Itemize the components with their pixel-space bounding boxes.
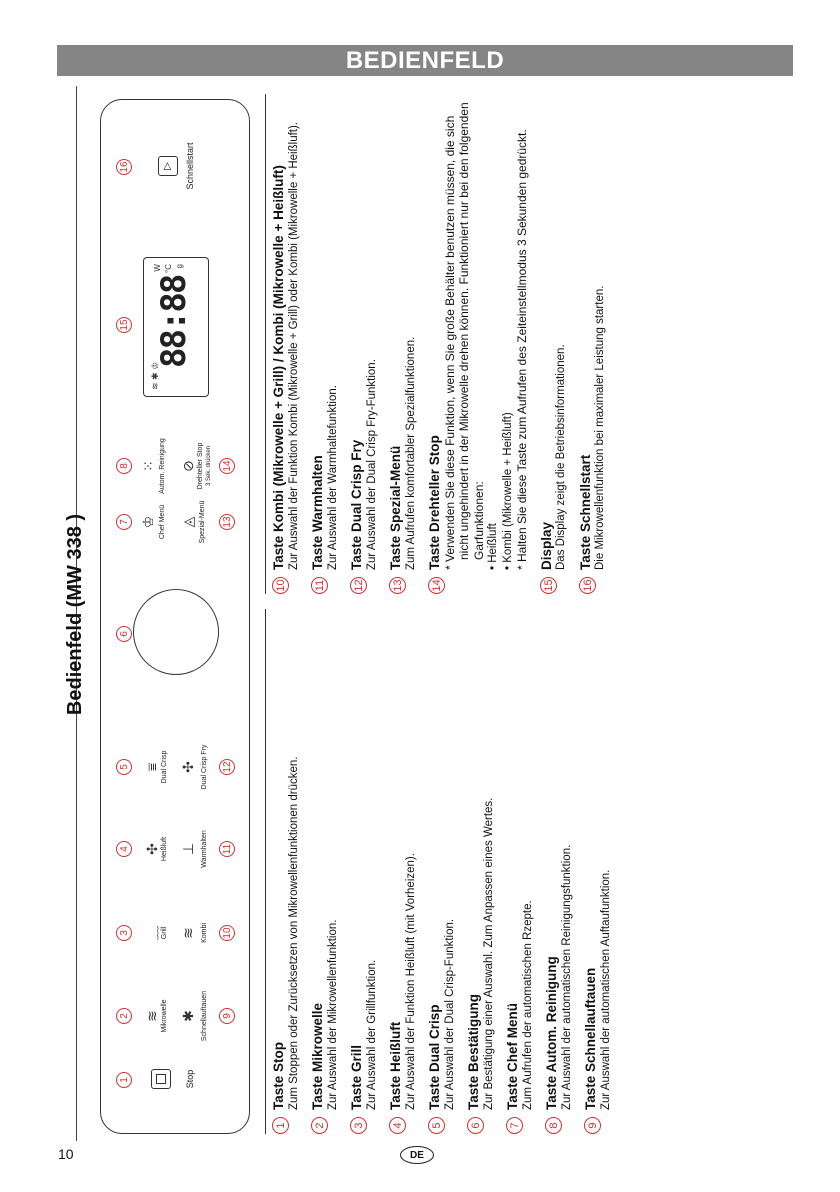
item-number: 7	[506, 1117, 523, 1134]
item-13	[389, 94, 418, 594]
item-desc: Die Mikrowellenfunktion bei maximaler Leistung starten.	[594, 285, 606, 570]
item-desc: Zur Auswahl der Grillfunktion.	[365, 959, 378, 1110]
display-unit-g: g	[175, 264, 184, 269]
rule-left	[265, 609, 266, 1134]
item-title: Taste Dual Crisp	[427, 1004, 442, 1110]
stop-button[interactable]	[151, 1069, 171, 1089]
item-desc: Zur Auswahl der Funktion Heißluft (mit Vorheizen).	[404, 853, 417, 1110]
item-title: Taste Mikrowelle	[310, 1002, 325, 1110]
item-title: Display	[538, 521, 554, 570]
label-dual-crisp: Dual Crisp	[161, 750, 168, 784]
descriptions-left	[272, 609, 623, 1134]
turntable-note-1: * Verwenden Sie diese Funktion, wenn Sie große Behälter benutzen müssen, die sich nicht ungehindert in der Mikrowelle drehen können. Funktioniert nur bei den folgenden Garfunktionen:	[442, 102, 486, 570]
turntable-bullet-2: • Kombi (Mikrowelle + Heißluft)	[501, 412, 514, 570]
item-title: Taste Schnellstart	[577, 454, 593, 570]
item-6	[467, 609, 496, 1134]
header-bar	[57, 45, 793, 76]
item-desc: Zur Auswahl der Funktion Kombi (Mikrowelle + Grill) oder Kombi (Mikrowelle + Heißluft).	[287, 121, 300, 570]
item-15	[540, 94, 569, 594]
item-number: 11	[311, 577, 328, 594]
label-grill: Grill	[161, 926, 168, 940]
item-desc: Zur Bestätigung einer Auswahl. Zum Anpassen eines Wertes.	[482, 797, 495, 1110]
marker-12: 12	[219, 759, 235, 775]
item-number: 2	[311, 1117, 328, 1134]
grill-icon[interactable]: ﹏	[144, 926, 160, 940]
item-7	[506, 609, 535, 1134]
item-5	[428, 609, 457, 1134]
item-16	[579, 94, 608, 594]
item-11	[311, 94, 340, 594]
language-badge: DE	[400, 1146, 434, 1164]
dual-crisp-icon[interactable]: ⩸	[144, 762, 160, 772]
item-title: Taste Drehteller Stop	[427, 435, 442, 570]
page-subtitle: Bedienfeld (MW 338 )	[64, 513, 86, 716]
rotated-content	[60, 87, 800, 1142]
item-number: 3	[350, 1117, 367, 1134]
rule-right	[265, 94, 266, 594]
item-desc: Zum Stoppen oder Zurücksetzen von Mikrowellenfunktionen drücken.	[287, 756, 300, 1110]
item-number: 13	[389, 577, 406, 594]
marker-4: 4	[116, 841, 132, 857]
item-number: 9	[584, 1117, 601, 1134]
turntable-bullet-1: • Heißluft	[487, 523, 499, 570]
item-desc: Das Display zeigt die Betriebsinformationen.	[555, 344, 567, 570]
item-number: 8	[545, 1117, 562, 1134]
display-units	[152, 264, 185, 273]
fan-icon[interactable]: ✣	[144, 843, 160, 855]
label-chef-menu: Chef Menü	[159, 504, 166, 540]
label-schnellauftauen: Schnellauftauen	[201, 990, 208, 1042]
item-desc: Zur Auswahl der Warmhaltefunktion.	[326, 385, 339, 570]
label-drehteller-stop: Drehteller Stop	[197, 442, 204, 490]
item-title: Taste Bestätigung	[466, 993, 481, 1110]
item-desc: Zum Aufrufen komfortabler Spezialfunktionen.	[404, 336, 417, 570]
marker-8: 8	[116, 458, 132, 474]
marker-16: 16	[116, 159, 132, 175]
item-title: Taste Chef Menü	[505, 1002, 520, 1110]
item-4	[389, 609, 418, 1134]
item-title: Taste Autom. Reinigung	[544, 956, 559, 1110]
item-12	[350, 94, 379, 594]
label-drehteller-hint: 3 Sek. drücken	[206, 445, 212, 487]
marker-5: 5	[116, 759, 132, 775]
marker-14: 14	[219, 458, 235, 474]
item-1	[272, 609, 301, 1134]
item-number: 15	[540, 577, 557, 594]
item-3	[350, 609, 379, 1134]
marker-9: 9	[219, 1008, 235, 1024]
item-number: 6	[467, 1117, 484, 1134]
item-number: 12	[350, 577, 367, 594]
defrost-snowflake-icon[interactable]: ✱	[180, 1010, 196, 1022]
item-desc: Zur Auswahl der automatischen Auftaufunktion.	[599, 869, 612, 1110]
page-number: 10	[58, 1146, 74, 1162]
control-panel-diagram	[100, 99, 250, 1134]
label-spezial-menu: Spezial-Menü	[199, 500, 206, 544]
turntable-note-2: * Halten Sie diese Taste zum Aufrufen des Zeiteinstellmodus 3 Sekunden gedrückt.	[515, 129, 529, 570]
item-title: Taste Dual Crisp Fry	[349, 439, 364, 570]
item-title: Taste Heißluft	[388, 1021, 403, 1110]
lcd-display	[143, 257, 209, 397]
item-desc: Zur Auswahl der Mikrowellenfunktion.	[326, 919, 339, 1110]
marker-13: 13	[219, 514, 235, 530]
clean-icon[interactable]: ⁙	[140, 460, 156, 472]
marker-7: 7	[116, 514, 132, 530]
marker-11: 11	[219, 841, 235, 857]
display-unit-w: W	[153, 264, 162, 272]
item-number: 5	[428, 1117, 445, 1134]
item-2	[311, 609, 340, 1134]
item-number: 14	[428, 577, 445, 594]
item-title: Taste Warmhalten	[310, 455, 325, 570]
label-schnellstart: Schnellstart	[185, 142, 195, 190]
item-desc: Zur Auswahl der Dual Crisp Fry-Funktion.	[365, 359, 378, 570]
item-title: Taste Stop	[271, 1041, 286, 1110]
display-unit-c: °C	[164, 264, 173, 273]
marker-6: 6	[116, 626, 132, 642]
item-number: 1	[272, 1117, 289, 1134]
start-icon: ▷	[162, 162, 173, 170]
item-9	[584, 609, 613, 1134]
marker-15: 15	[116, 317, 132, 333]
item-10	[272, 94, 301, 594]
label-warmhalten: Warmhalten	[201, 830, 208, 868]
descriptions-right	[272, 94, 618, 594]
combi-icon[interactable]: ≋	[180, 927, 196, 939]
label-heissluft: Heißluft	[161, 836, 168, 862]
label-kombi: Kombi	[201, 923, 208, 943]
chef-hat-icon[interactable]: ♔	[140, 515, 156, 529]
item-title: Taste Spezial-Menü	[388, 445, 403, 570]
dual-crisp-fry-icon[interactable]: ✣	[180, 761, 196, 773]
item-14	[428, 94, 530, 594]
label-stop: Stop	[185, 1069, 195, 1089]
warm-keep-icon[interactable]: ⊥	[180, 842, 196, 856]
display-icons: ≋ ✱ ♔	[150, 361, 160, 390]
label-mikrowelle: Mikrowelle	[161, 999, 168, 1033]
label-autom-reinigung: Autom. Reinigung	[159, 438, 166, 494]
item-number: 4	[389, 1117, 406, 1134]
marker-3: 3	[116, 925, 132, 941]
stop-icon	[156, 1074, 166, 1084]
turntable-stop-icon[interactable]: ⊘	[180, 460, 196, 472]
item-number: 16	[579, 577, 596, 594]
item-desc: Zum Aufrufen der automatischen Rzepte.	[521, 900, 534, 1110]
marker-2: 2	[116, 1008, 132, 1024]
item-desc: Zur Auswahl der automatischen Reinigungsfunktion.	[560, 844, 573, 1110]
confirm-dial[interactable]	[133, 589, 219, 675]
start-button[interactable]	[158, 156, 178, 176]
item-title: Taste Kombi (Mikrowelle + Grill) / Kombi (Mikrowelle + Heißluft)	[271, 165, 286, 570]
microwave-waves-icon[interactable]: ≋	[144, 1010, 160, 1022]
marker-10: 10	[219, 925, 235, 941]
marker-1: 1	[116, 1072, 132, 1088]
header-title: BEDIENFELD	[345, 47, 505, 74]
item-desc: Zur Auswahl der Dual Crisp-Funktion.	[443, 918, 456, 1110]
label-dual-crisp-fry: Dual Crisp Fry	[201, 744, 208, 790]
item-title: Taste Grill	[349, 1044, 364, 1110]
item-title: Taste Schnellauftauen	[583, 967, 598, 1110]
special-menu-icon[interactable]: ◬	[180, 516, 196, 528]
display-digits: 88:88	[154, 275, 194, 368]
item-number: 10	[272, 577, 289, 594]
item-8	[545, 609, 574, 1134]
